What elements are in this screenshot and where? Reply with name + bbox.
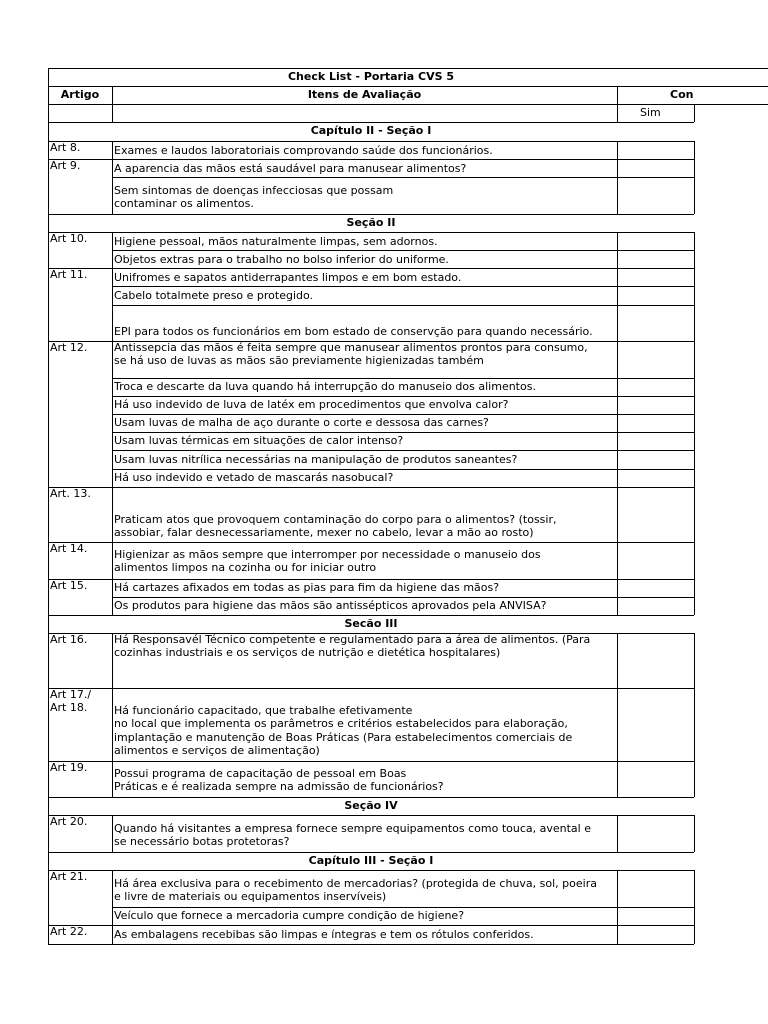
column-header-sim: Sim	[640, 107, 661, 119]
checklist-item: Cabelo totalmete preso e protegido.	[114, 290, 314, 302]
grid-line	[617, 597, 618, 615]
checklist-item: assobiar, falar desnecessariamente, mexer no cabelo, levar a mão ao rosto)	[114, 527, 534, 539]
grid-line	[694, 305, 695, 341]
checklist-item: A aparencia das mãos está saudável para manusear alimentos?	[114, 163, 467, 175]
checklist-item: Usam luvas nitrílica necessárias na manipulação de produtos saneantes?	[114, 454, 518, 466]
grid-line	[617, 579, 618, 597]
grid-line	[617, 870, 618, 907]
grid-line	[112, 450, 113, 469]
grid-line	[694, 688, 695, 761]
grid-line	[112, 597, 694, 598]
grid-line	[112, 268, 694, 269]
article-label: Art 14.	[50, 543, 88, 555]
checklist-item: Os produtos para higiene das mãos são antissépticos aprovados pela ANVISA?	[114, 600, 547, 612]
grid-line	[112, 852, 694, 853]
grid-line	[112, 450, 694, 451]
section-heading: Secão III	[344, 618, 398, 630]
article-label: Art 17./	[50, 689, 92, 701]
grid-line	[617, 177, 618, 214]
grid-line	[694, 870, 695, 907]
grid-line	[112, 305, 694, 306]
grid-line	[112, 341, 113, 378]
article-label: Art 9.	[50, 160, 81, 172]
column-header-itens: Itens de Avaliação	[307, 89, 422, 101]
grid-line	[48, 122, 694, 123]
grid-line	[48, 870, 694, 871]
grid-line	[112, 414, 113, 432]
grid-line	[617, 542, 618, 579]
grid-line	[112, 250, 113, 268]
grid-line	[617, 925, 618, 944]
grid-line	[694, 232, 695, 250]
grid-line	[112, 286, 113, 305]
grid-line	[617, 250, 618, 268]
checklist-item: se há uso de luvas as mãos são previamente higienizadas também	[114, 355, 484, 367]
checklist-item: Sem sintomas de doenças infecciosas que possam	[114, 185, 394, 197]
grid-line	[48, 86, 768, 87]
grid-line	[112, 761, 694, 762]
grid-line	[48, 232, 694, 233]
grid-line	[694, 487, 695, 542]
grid-line	[112, 286, 694, 287]
grid-line	[112, 396, 113, 414]
grid-line	[112, 579, 694, 580]
grid-line	[112, 542, 694, 543]
checklist-item: cozinhas industriais e os serviços de nutrição e dietética hospitalares)	[114, 647, 501, 659]
grid-line	[694, 159, 695, 177]
grid-line	[112, 542, 113, 579]
checklist-item: Veículo que fornece a mercadoria cumpre condição de higiene?	[114, 910, 465, 922]
grid-line	[694, 141, 695, 159]
grid-line	[694, 633, 695, 688]
grid-line	[112, 469, 113, 487]
section-heading: Capítulo II - Seção I	[310, 125, 432, 137]
grid-line	[48, 214, 112, 215]
checklist-item: se necessário botas protetoras?	[114, 836, 290, 848]
grid-line	[112, 907, 694, 908]
grid-line	[112, 469, 694, 470]
checklist-item: Higiene pessoal, mãos naturalmente limpas, sem adornos.	[114, 236, 438, 248]
grid-line	[112, 141, 113, 159]
sheet-title: Check List - Portaria CVS 5	[287, 71, 454, 83]
grid-line	[112, 177, 694, 178]
article-label: Art 20.	[50, 816, 88, 828]
article-label: Art 22.	[50, 926, 88, 938]
grid-line	[617, 469, 618, 487]
grid-line	[112, 232, 113, 250]
grid-line	[694, 378, 695, 396]
grid-line	[112, 487, 694, 488]
grid-line	[112, 250, 694, 251]
grid-line	[112, 925, 113, 944]
grid-line	[112, 907, 113, 925]
grid-line	[112, 268, 113, 286]
grid-line	[694, 579, 695, 597]
grid-line	[694, 268, 695, 286]
grid-line	[694, 907, 695, 925]
grid-line	[112, 688, 113, 761]
grid-line	[112, 396, 694, 397]
grid-line	[112, 487, 113, 542]
grid-line	[617, 141, 618, 159]
article-label: Art. 13.	[50, 488, 91, 500]
column-header-conformidade: Con	[670, 89, 694, 101]
grid-line	[112, 305, 113, 341]
checklist-item: Há Responsavél Técnico competente e regulamentado para a área de alimentos. (Para	[114, 634, 591, 646]
checklist-item: Higienizar as mãos sempre que interromper por necessidade o manuseio dos	[114, 549, 541, 561]
grid-line	[48, 852, 112, 853]
grid-line	[694, 597, 695, 615]
checklist-item: Práticas e é realizada sempre na admissão de funcionários?	[114, 781, 444, 793]
checklist-item: alimentos e serviços de alimentação)	[114, 745, 320, 757]
grid-line	[112, 797, 694, 798]
checklist-item: Unifromes e sapatos antiderrapantes limpos e em bom estado.	[114, 272, 462, 284]
grid-line	[112, 579, 113, 597]
grid-line	[617, 450, 618, 469]
grid-line	[48, 141, 694, 142]
article-label: Art 19.	[50, 762, 88, 774]
grid-line	[617, 268, 618, 286]
article-label: Art 15.	[50, 580, 88, 592]
checklist-item: EPI para todos os funcionários em bom estado de conservção para quando necessário.	[114, 326, 593, 338]
grid-line	[694, 286, 695, 305]
checklist-item: Objetos extras para o trabalho no bolso inferior do uniforme.	[114, 254, 449, 266]
grid-line	[694, 250, 695, 268]
grid-line	[617, 432, 618, 450]
checklist-item: Praticam atos que provoquem contaminação do corpo para o alimentos? (tossir,	[114, 514, 557, 526]
checklist-item: e livre de materiais ou equipamentos inservíveis)	[114, 891, 387, 903]
grid-line	[112, 761, 113, 797]
grid-line	[112, 432, 113, 450]
grid-line	[112, 159, 113, 177]
grid-line	[112, 633, 113, 688]
grid-line	[617, 159, 618, 177]
grid-line	[617, 341, 618, 378]
grid-line	[617, 414, 618, 432]
grid-line	[112, 414, 694, 415]
grid-line	[112, 688, 694, 689]
grid-line	[617, 86, 618, 122]
grid-line	[694, 925, 695, 944]
grid-line	[48, 944, 694, 945]
article-label: Art 12.	[50, 342, 88, 354]
grid-line	[694, 469, 695, 487]
grid-line	[694, 450, 695, 469]
grid-line	[617, 688, 618, 761]
grid-line	[48, 815, 694, 816]
grid-line	[617, 761, 618, 797]
section-heading: Seção II	[346, 217, 396, 229]
grid-line	[617, 815, 618, 852]
grid-line	[694, 414, 695, 432]
article-label: Art 8.	[50, 142, 81, 154]
checklist-item: Usam luvas térmicas em situações de calor intenso?	[114, 435, 404, 447]
checklist-item: alimentos limpos na cozinha ou for iniciar outro	[114, 562, 377, 574]
article-label: Art 11.	[50, 269, 88, 281]
checklist-item: Possui programa de capacitação de pessoal em Boas	[114, 768, 407, 780]
grid-line	[617, 232, 618, 250]
grid-line	[694, 177, 695, 214]
grid-line	[48, 68, 49, 944]
grid-line	[48, 797, 112, 798]
article-label: Art 16.	[50, 634, 88, 646]
grid-line	[617, 378, 618, 396]
grid-line	[694, 542, 695, 579]
checklist-item: Há uso indevido de luva de latéx em procedimentos que envolva calor?	[114, 399, 509, 411]
checklist-item: contaminar os alimentos.	[114, 198, 254, 210]
checklist-item: implantação e manutenção de Boas Práticas (Para estabelecimentos comerciais de	[114, 732, 573, 744]
grid-line	[694, 815, 695, 852]
grid-line	[617, 487, 618, 542]
grid-line	[112, 432, 694, 433]
grid-line	[112, 870, 113, 907]
grid-line	[112, 597, 113, 615]
grid-line	[617, 396, 618, 414]
grid-line	[694, 432, 695, 450]
checklist-item: Usam luvas de malha de aço durante o corte e dessosa das carnes?	[114, 417, 489, 429]
grid-line	[617, 907, 618, 925]
grid-line	[112, 86, 113, 122]
grid-line	[112, 177, 113, 214]
checklist-item: Há cartazes afixados em todas as pias para fim da higiene das mãos?	[114, 582, 500, 594]
grid-line	[48, 68, 768, 69]
checklist-item: Antissepcia das mãos é feita sempre que manusear alimentos prontos para consumo,	[114, 342, 588, 354]
checklist-item: no local que implementa os parâmetros e critérios estabelecidos para elaboração,	[114, 718, 568, 730]
column-header-artigo: Artigo	[60, 89, 100, 101]
checklist-item: Exames e laudos laboratoriais comprovando saúde dos funcionários.	[114, 145, 493, 157]
grid-line	[112, 815, 113, 852]
checklist-item: Há área exclusiva para o recebimento de mercadorias? (protegida de chuva, sol, poeira	[114, 878, 597, 890]
grid-line	[694, 396, 695, 414]
grid-line	[694, 761, 695, 797]
grid-line	[617, 305, 618, 341]
grid-line	[617, 633, 618, 688]
article-label: Art 21.	[50, 871, 88, 883]
section-heading: Seção IV	[344, 800, 398, 812]
checklist-item: Há funcionário capacitado, que trabalhe efetivamente	[114, 705, 413, 717]
checklist-item: Troca e descarte da luva quando há interrupção do manuseio dos alimentos.	[114, 381, 536, 393]
grid-line	[694, 341, 695, 378]
checklist-item: Há uso indevido e vetado de mascarás nasobucal?	[114, 472, 394, 484]
article-label: Art 18.	[50, 702, 88, 714]
grid-line	[112, 159, 694, 160]
article-label: Art 10.	[50, 233, 88, 245]
grid-line	[617, 286, 618, 305]
grid-line	[694, 104, 695, 122]
grid-line	[48, 104, 768, 105]
grid-line	[112, 214, 694, 215]
grid-line	[112, 378, 113, 396]
grid-line	[112, 378, 694, 379]
grid-line	[48, 615, 112, 616]
checklist-item: Quando há visitantes a empresa fornece sempre equipamentos como touca, avental e	[114, 823, 591, 835]
grid-line	[112, 925, 694, 926]
section-heading: Capítulo III - Seção I	[308, 855, 434, 867]
checklist-item: As embalagens recebibas são limpas e íntegras e tem os rótulos conferidos.	[114, 929, 534, 941]
grid-line	[112, 615, 694, 616]
